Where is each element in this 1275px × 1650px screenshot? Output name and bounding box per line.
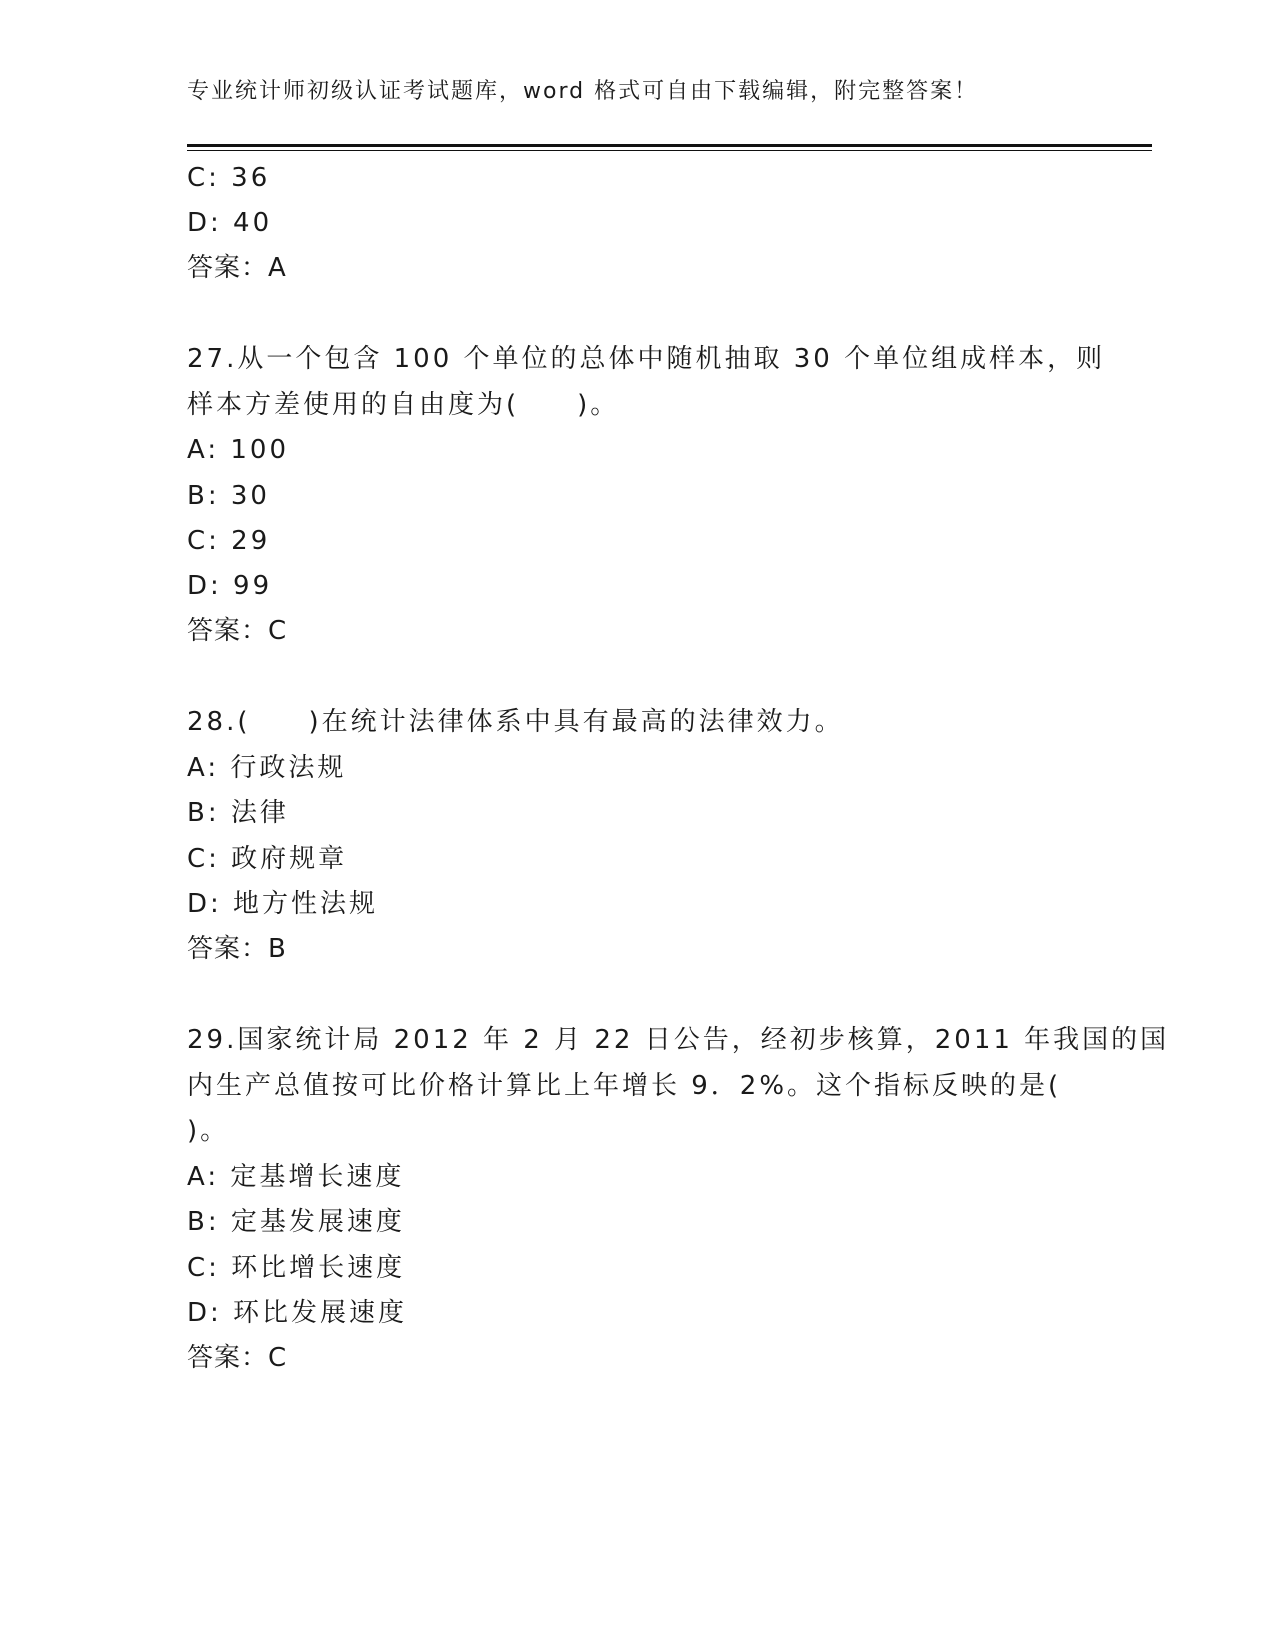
question-29-answer: 答案：C xyxy=(187,1343,288,1373)
question-28-option-b: B: 法律 xyxy=(187,798,289,828)
question-28-stem-line-1: 28.( )在统计法律体系中具有最高的法律效力。 xyxy=(187,707,844,737)
question-29-option-a: A: 定基增长速度 xyxy=(187,1162,405,1192)
option-d: D: 40 xyxy=(187,208,273,238)
question-28-answer: 答案：B xyxy=(187,934,287,964)
question-27-option-c: C: 29 xyxy=(187,526,271,556)
question-27-option-a: A: 100 xyxy=(187,435,289,465)
question-28-option-d: D: 地方性法规 xyxy=(187,889,379,919)
question-29-option-c: C: 环比增长速度 xyxy=(187,1253,406,1283)
question-27-option-b: B: 30 xyxy=(187,481,270,511)
question-27-stem-line-2: 样本方差使用的自由度为( )。 xyxy=(187,390,620,420)
question-29-option-b: B: 定基发展速度 xyxy=(187,1207,405,1237)
question-29-option-d: D: 环比发展速度 xyxy=(187,1298,408,1328)
answer-line: 答案：A xyxy=(187,253,287,283)
question-28-option-c: C: 政府规章 xyxy=(187,844,348,874)
question-27-answer: 答案：C xyxy=(187,616,288,646)
question-29-stem-line-2: 内生产总值按可比价格计算比上年增长 9．2%。这个指标反映的是( xyxy=(187,1071,1062,1101)
question-27-stem-line-1: 27.从一个包含 100 个单位的总体中随机抽取 30 个单位组成样本，则 xyxy=(187,344,1106,374)
page-header: 专业统计师初级认证考试题库，word 格式可自由下载编辑，附完整答案！ xyxy=(187,79,979,104)
question-29-stem-line-1: 29.国家统计局 2012 年 2 月 22 日公告，经初步核算，2011 年我国的国 xyxy=(187,1025,1170,1055)
question-29-stem-line-3: )。 xyxy=(187,1116,230,1146)
header-divider-thin xyxy=(187,150,1152,151)
header-divider xyxy=(187,144,1152,147)
question-28-option-a: A: 行政法规 xyxy=(187,753,347,783)
option-c: C: 36 xyxy=(187,163,271,193)
question-27-option-d: D: 99 xyxy=(187,571,273,601)
